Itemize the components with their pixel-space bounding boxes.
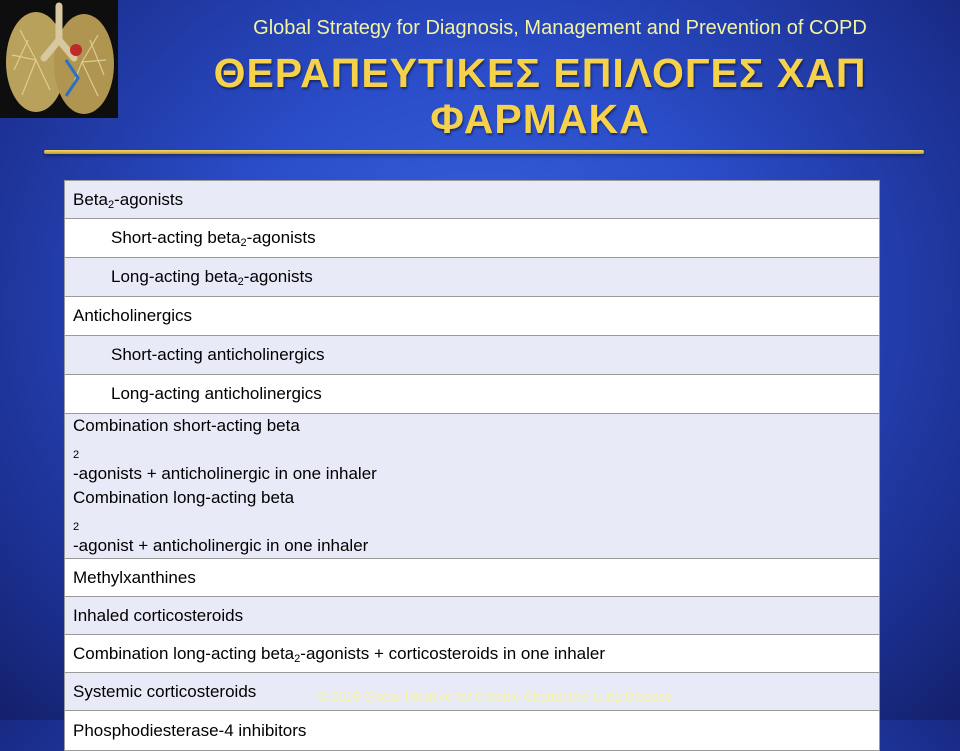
- table-cell: Anticholinergics: [65, 297, 880, 336]
- title-divider: [44, 150, 924, 154]
- table-cell: Combination long-acting beta$_2$-agonists + corticosteroids in one inhaler: [65, 635, 880, 673]
- combination-line-2: Combination long-acting beta $_2$ -agonist + anticholinergic in one inhaler: [73, 488, 369, 555]
- table-row: [65, 336, 880, 375]
- table-cell: Inhaled corticosteroids: [65, 597, 880, 635]
- table-row: [65, 597, 880, 635]
- table-row: [65, 297, 880, 336]
- table-cell: Methylxanthines: [65, 559, 880, 597]
- table-cell: [65, 414, 880, 559]
- table-cell: Phosphodiesterase-4 inhibitors: [65, 711, 880, 751]
- table-row: [65, 375, 880, 414]
- title-line-1: ΘΕΡΑΠΕΥΤΙΚΕΣ ΕΠΙΛΟΓΕΣ ΧΑΠ: [213, 50, 867, 96]
- combination-line-1: Combination short-acting beta $_2$ -agonists + anticholinergic in one inhaler: [73, 416, 377, 483]
- table-row: [65, 219, 880, 258]
- page-title: [120, 50, 960, 142]
- title-line-2: ΦΑΡΜΑΚΑ: [430, 96, 650, 142]
- table-cell: Long-acting beta$_2$-agonists: [65, 258, 880, 297]
- lung-illustration: [0, 0, 118, 118]
- table-row: [65, 711, 880, 751]
- table-row: [65, 414, 880, 559]
- table-cell: Systemic corticosteroids: [65, 673, 880, 711]
- table-cell: Short-acting beta$_2$-agonists: [65, 219, 880, 258]
- header-subtitle: Global Strategy for Diagnosis, Management and Prevention of COPD: [253, 17, 867, 39]
- lung-image: [0, 0, 118, 118]
- copyright-footer: © 2015 Global Initiative for Chronic Obstructive Lung Disease: [317, 689, 673, 704]
- table-cell: Long-acting anticholinergics: [65, 375, 880, 414]
- drug-table: [64, 180, 880, 751]
- table-row: [65, 635, 880, 673]
- table-row: [65, 258, 880, 297]
- table-row: [65, 559, 880, 597]
- table-cell: Beta$_2$-agonists: [65, 181, 880, 219]
- table-cell: Short-acting anticholinergics: [65, 336, 880, 375]
- table-row: [65, 181, 880, 219]
